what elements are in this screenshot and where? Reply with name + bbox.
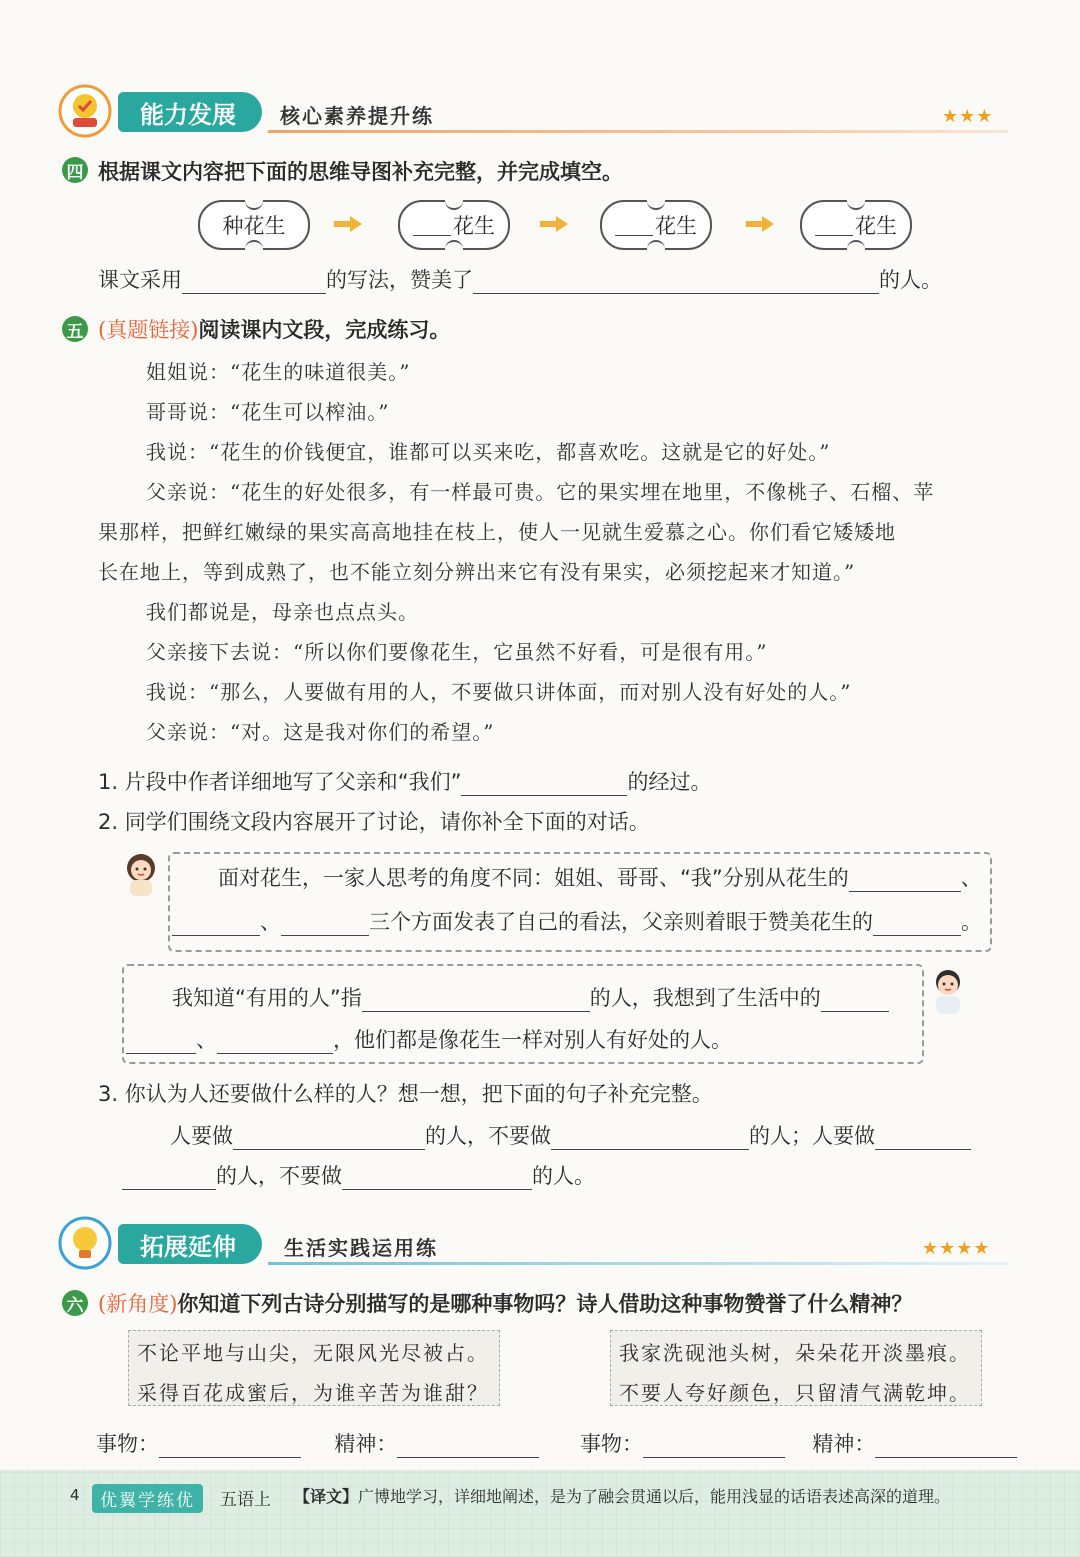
blank[interactable] bbox=[281, 911, 369, 936]
brand-label: 优翼学练优 bbox=[92, 1484, 203, 1513]
section-rule bbox=[268, 130, 1008, 133]
bubble-1-line-2: 、 三个方面发表了自己的看法，父亲则着眼于赞美花生的 。 bbox=[172, 906, 982, 936]
sub-question-1: 1. 片段中作者详细地写了父亲和“我们” 的经过。 bbox=[98, 770, 712, 794]
section-rule bbox=[268, 1262, 1008, 1265]
sub-question-2: 2. 同学们围绕文段内容展开了讨论，请你补全下面的对话。 bbox=[98, 810, 650, 834]
blank[interactable] bbox=[172, 911, 260, 936]
blank[interactable] bbox=[873, 911, 961, 936]
blank[interactable] bbox=[182, 269, 326, 294]
medal-icon bbox=[58, 84, 112, 138]
passage-line: 我说：“那么，人要做有用的人，不要做只讲体面，而对别人没有好处的人。” bbox=[146, 680, 852, 704]
question-number-6: 六 bbox=[62, 1290, 88, 1316]
question-number-5: 五 bbox=[62, 316, 88, 342]
bubble-1-line-1: 面对花生，一家人思考的角度不同：姐姐、哥哥、“我”分别从花生的 、 bbox=[218, 866, 982, 890]
sub-question-3: 3. 你认为人还要做什么样的人？想一想，把下面的句子补充完整。 bbox=[98, 1082, 713, 1106]
poem-line: 不要人夸好颜色，只留清气满乾坤。 bbox=[619, 1381, 971, 1405]
blank[interactable] bbox=[159, 1433, 301, 1458]
blank[interactable] bbox=[217, 1029, 333, 1054]
answer-row-1: 事物： 精神： bbox=[96, 1428, 539, 1458]
mindmap-node-2 bbox=[398, 200, 510, 250]
passage-line: 我说：“花生的价钱便宜，谁都可以买来吃，都喜欢吃。这就是它的好处。” bbox=[146, 440, 831, 464]
boy-avatar-icon bbox=[924, 966, 972, 1016]
blank[interactable] bbox=[875, 1433, 1017, 1458]
mindmap-node-4 bbox=[800, 200, 912, 250]
answer-row-2: 事物： 精神： bbox=[580, 1428, 1017, 1458]
section-header-extension bbox=[58, 1212, 1008, 1272]
passage-line: 父亲说：“对。这是我对你们的希望。” bbox=[146, 720, 495, 744]
blank[interactable] bbox=[643, 1433, 785, 1458]
page-number: 4 bbox=[70, 1486, 80, 1504]
sub-question-3-line-2: 的人，不要做 的人。 bbox=[122, 1160, 595, 1190]
poem-box-2 bbox=[610, 1330, 982, 1406]
passage-line: 长在地上，等到成熟了，也不能立刻分辨出来它有没有果实，必须挖起来才知道。” bbox=[98, 560, 856, 584]
difficulty-stars: ★★★★ bbox=[922, 1238, 991, 1259]
translation-note: 【译文】广博地学习，详细地阐述，是为了融会贯通以后，能用浅显的话语表述高深的道理。 bbox=[294, 1487, 951, 1506]
question-number-4: 四 bbox=[62, 157, 88, 183]
grade-label: 五语上 bbox=[220, 1490, 271, 1510]
section-subtitle: 生活实践运用练 bbox=[284, 1236, 438, 1260]
blank[interactable] bbox=[362, 987, 590, 1012]
blank[interactable] bbox=[126, 1029, 196, 1054]
blank[interactable] bbox=[122, 1165, 216, 1190]
lightbulb-icon bbox=[58, 1216, 112, 1270]
blank[interactable] bbox=[397, 1433, 539, 1458]
mindmap-node-label: 种花生 bbox=[222, 214, 286, 238]
blank[interactable] bbox=[815, 215, 853, 236]
passage-line: 父亲接下去说：“所以你们要像花生，它虽然不好看，可是很有用。” bbox=[146, 640, 768, 664]
blank[interactable] bbox=[849, 867, 961, 892]
poem-box-1 bbox=[128, 1330, 500, 1406]
question-tag: (新角度) bbox=[98, 1292, 178, 1316]
bubble-2-line-1: 我知道“有用的人”指 的人，我想到了生活中的 bbox=[172, 982, 889, 1012]
bubble-2-line-2: 、 ，他们都是像花生一样对别人有好处的人。 bbox=[126, 1024, 732, 1054]
passage-line: 父亲说：“花生的好处很多，有一样最可贵。它的果实埋在地里，不像桃子、石榴、苹 bbox=[146, 480, 935, 504]
difficulty-stars: ★★★ bbox=[942, 106, 994, 127]
section-subtitle: 核心素养提升练 bbox=[280, 104, 434, 128]
blank[interactable] bbox=[473, 269, 879, 294]
mindmap-node-label: 花生 bbox=[655, 214, 697, 238]
sub-question-3-line-1: 人要做 的人，不要做 的人；人要做 bbox=[170, 1120, 971, 1150]
mindmap-node-3 bbox=[600, 200, 712, 250]
poem-line: 我家洗砚池头树，朵朵花开淡墨痕。 bbox=[619, 1341, 971, 1365]
blank[interactable] bbox=[342, 1165, 532, 1190]
poem-line: 采得百花成蜜后，为谁辛苦为谁甜？ bbox=[137, 1381, 489, 1405]
passage-line: 哥哥说：“花生可以榨油。” bbox=[146, 400, 390, 424]
blank[interactable] bbox=[413, 215, 451, 236]
poem-line: 不论平地与山尖，无限风光尽被占。 bbox=[137, 1341, 489, 1365]
section-header-ability bbox=[58, 82, 1008, 142]
question-tag: (真题链接) bbox=[98, 318, 199, 342]
passage-line: 我们都说是，母亲也点点头。 bbox=[146, 600, 419, 624]
passage-line: 姐姐说：“花生的味道很美。” bbox=[146, 360, 411, 384]
question-text-4: 根据课文内容把下面的思维导图补充完整，并完成填空。 bbox=[98, 160, 623, 184]
mindmap-node-1 bbox=[198, 200, 310, 250]
arrow-icon bbox=[540, 218, 570, 228]
blank[interactable] bbox=[461, 771, 627, 796]
fill-sentence-4: 课文采用 的写法，赞美了 的人。 bbox=[98, 268, 942, 292]
mindmap-node-label: 花生 bbox=[855, 214, 897, 238]
passage-line: 果那样，把鲜红嫩绿的果实高高地挂在枝上，使人一见就生爱慕之心。你们看它矮矮地 bbox=[98, 520, 896, 544]
mindmap-node-label: 花生 bbox=[453, 214, 495, 238]
blank[interactable] bbox=[233, 1125, 425, 1150]
section-title: 拓展延伸 bbox=[118, 1224, 262, 1264]
arrow-icon bbox=[746, 218, 776, 228]
blank[interactable] bbox=[875, 1125, 971, 1150]
question-text-6: (新角度)你知道下列古诗分别描写的是哪种事物吗？诗人借助这种事物赞誉了什么精神？ bbox=[98, 1292, 913, 1316]
question-text-5: (真题链接)阅读课内文段，完成练习。 bbox=[98, 318, 451, 342]
section-title: 能力发展 bbox=[118, 92, 262, 132]
blank[interactable] bbox=[821, 987, 889, 1012]
girl-avatar-icon bbox=[116, 850, 166, 898]
blank[interactable] bbox=[551, 1125, 749, 1150]
arrow-icon bbox=[334, 218, 364, 228]
blank[interactable] bbox=[615, 215, 653, 236]
